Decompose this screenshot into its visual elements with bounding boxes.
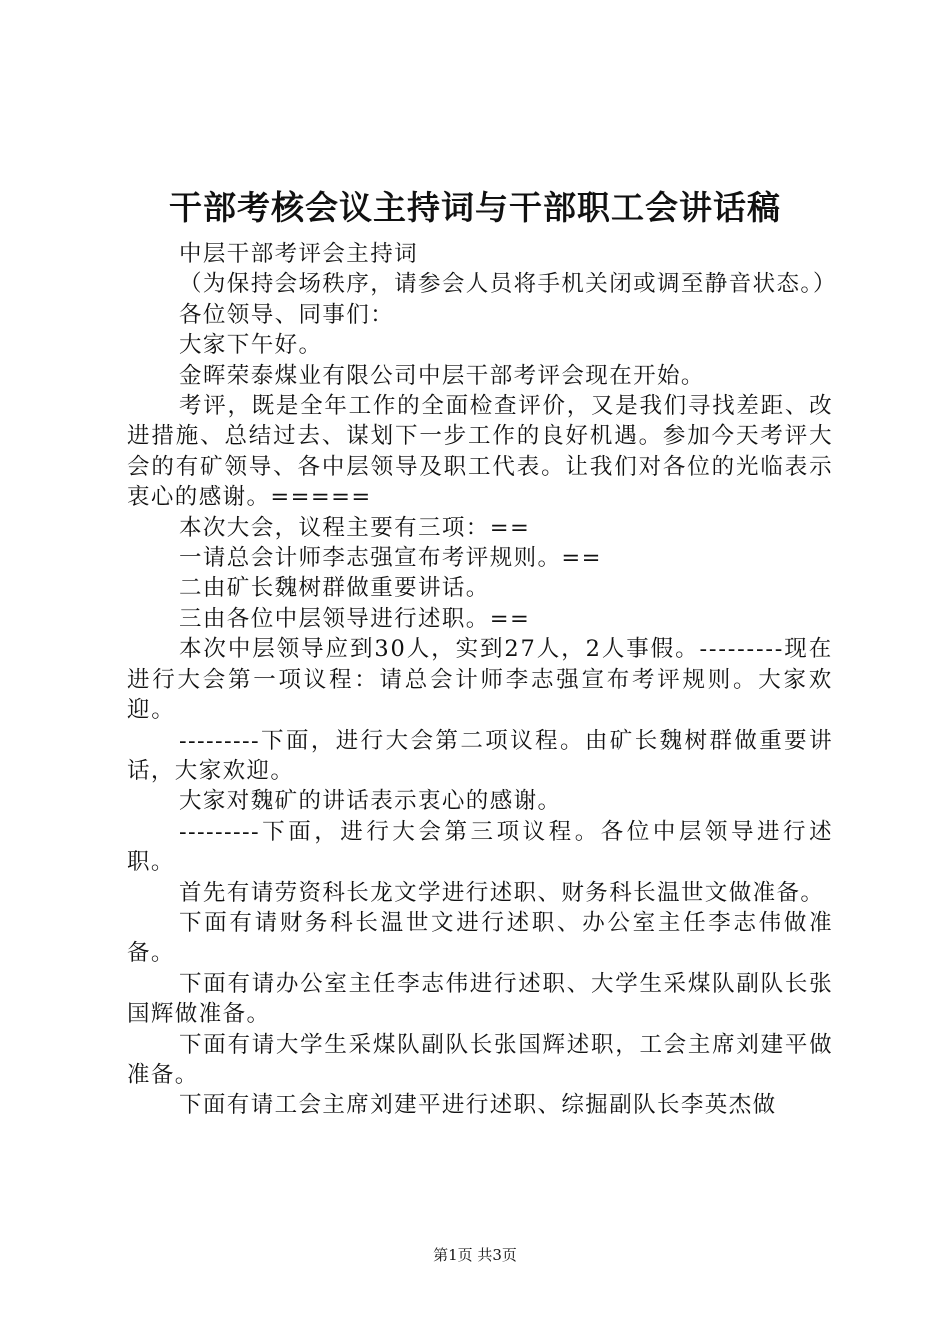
paragraph-third-item: ---------下面，进行大会第三项议程。各位中层领导进行述职。 <box>127 818 833 876</box>
paragraph-attendance: 本次中层领导应到30人，实到27人，2人事假。---------现在进行大会第一项议程：请总会计师李志强宣布考评规则。大家欢迎。 <box>127 636 833 724</box>
paragraph-good-afternoon: 大家下午好。 <box>179 332 323 359</box>
paragraph-notice: （为保持会场秩序，请参会人员将手机关闭或调至静音状态。） <box>179 271 837 298</box>
paragraph-report-2: 下面有请财务科长温世文进行述职、办公室主任李志伟做准备。 <box>127 909 833 967</box>
paragraph-opening: 金晖荣泰煤业有限公司中层干部考评会现在开始。 <box>179 362 705 389</box>
paragraph-report-5: 下面有请工会主席刘建平进行述职、综掘副队长李英杰做 <box>179 1092 777 1119</box>
paragraph-agenda-item-2: 二由矿长魏树群做重要讲话。 <box>179 575 490 602</box>
paragraph-report-4: 下面有请大学生采煤队副队长张国辉述职，工会主席刘建平做准备。 <box>127 1031 833 1088</box>
paragraph-evaluation: 考评，既是全年工作的全面检查评价，又是我们寻找差距、改进措施、总结过去、谋划下一步工作的良好机遇。参加今天考评大会的有矿领导、各中层领导及职工代表。让我们对各位的光临表示衷心的感谢。===== <box>127 393 833 511</box>
paragraph-agenda: 本次大会，议程主要有三项：== <box>179 514 531 541</box>
paragraph-report-1: 首先有请劳资科长龙文学进行述职、财务科长温世文做准备。 <box>179 879 825 906</box>
paragraph-agenda-item-3: 三由各位中层领导进行述职。== <box>179 605 531 632</box>
document-title: 干部考核会议主持词与干部职工会讲话稿 <box>169 188 781 227</box>
paragraph-report-3: 下面有请办公室主任李志伟进行述职、大学生采煤队副队长张国辉做准备。 <box>127 970 833 1028</box>
paragraph-thanks: 大家对魏矿的讲话表示衷心的感谢。 <box>179 788 562 815</box>
paragraph-greeting: 各位领导、同事们： <box>179 301 395 328</box>
paragraph-agenda-item-1: 一请总会计师李志强宣布考评规则。== <box>179 545 602 572</box>
paragraph-heading: 中层干部考评会主持词 <box>179 241 419 267</box>
document-body <box>127 239 837 1121</box>
paragraph-second-item: ---------下面，进行大会第二项议程。由矿长魏树群做重要讲话，大家欢迎。 <box>127 727 833 784</box>
page-number-footer: 第1页 共3页 <box>433 1246 517 1264</box>
